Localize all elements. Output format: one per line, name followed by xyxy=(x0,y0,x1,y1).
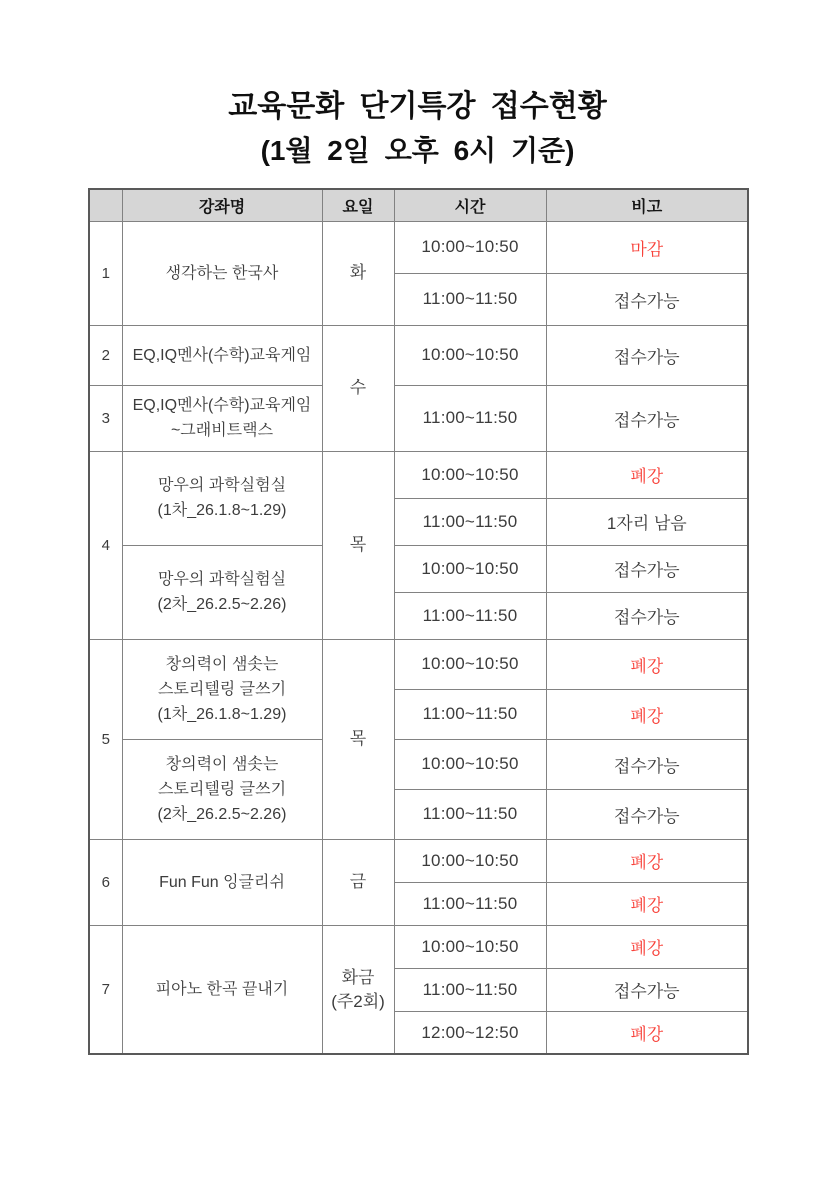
course-name-line: 스토리텔링 글쓰기 xyxy=(157,780,287,798)
table-row xyxy=(89,451,748,498)
row-number-cell: 7 xyxy=(89,925,122,1054)
day-cell xyxy=(322,451,394,639)
document-title: 교육문화 단기특강 접수현황 xyxy=(228,90,607,123)
course-name-line: 망우의 과학실험실 xyxy=(157,571,287,589)
column-header-time: 시간 xyxy=(394,189,546,222)
day-note-line: (주2회) xyxy=(331,991,385,1011)
column-header-note: 비고 xyxy=(546,189,748,222)
table-row xyxy=(89,739,748,789)
time-cell: 10:00~10:50 xyxy=(394,325,546,385)
day-cell xyxy=(322,325,394,451)
table-row xyxy=(89,839,748,882)
row-number-cell: 2 xyxy=(89,325,122,385)
time-cell: 10:00~10:50 xyxy=(394,639,546,689)
status-cell: 폐강 xyxy=(546,451,748,498)
table-row xyxy=(89,925,748,968)
status-cell: 폐강 xyxy=(546,882,748,925)
time-cell: 11:00~11:50 xyxy=(394,689,546,739)
row-number-cell: 3 xyxy=(89,385,122,451)
day-line: 화금 xyxy=(341,967,375,987)
status-cell: 접수가능 xyxy=(546,739,748,789)
column-header-day: 요일 xyxy=(322,189,394,222)
status-cell: 폐강 xyxy=(546,839,748,882)
time-cell: 10:00~10:50 xyxy=(394,451,546,498)
course-name-cell xyxy=(122,839,322,925)
registration-status-table xyxy=(88,188,749,1056)
course-name-line: 창의력이 샘솟는 xyxy=(165,655,279,673)
course-name-line: Fun Fun 잉글리쉬 xyxy=(159,873,285,891)
day-line: 금 xyxy=(349,872,367,892)
course-name-cell xyxy=(122,739,322,839)
day-line: 목 xyxy=(349,729,367,749)
status-cell: 접수가능 xyxy=(546,592,748,639)
row-number-cell: 5 xyxy=(89,639,122,839)
time-cell: 10:00~10:50 xyxy=(394,839,546,882)
time-cell: 10:00~10:50 xyxy=(394,221,546,273)
course-name-line: 창의력이 샘솟는 xyxy=(165,755,279,773)
day-line: 수 xyxy=(349,378,367,398)
status-cell: 폐강 xyxy=(546,639,748,689)
time-cell: 10:00~10:50 xyxy=(394,739,546,789)
course-name-cell xyxy=(122,325,322,385)
course-name-line: (1차_26.1.8~1.29) xyxy=(157,705,287,723)
time-cell: 10:00~10:50 xyxy=(394,545,546,592)
course-name-line: 스토리텔링 글쓰기 xyxy=(157,680,287,698)
course-name-line: (2차_26.2.5~2.26) xyxy=(157,805,287,823)
day-cell xyxy=(322,639,394,839)
status-cell: 접수가능 xyxy=(546,789,748,839)
course-name-line: EQ,IQ멘사(수학)교육게임 xyxy=(132,397,312,415)
row-number-cell: 6 xyxy=(89,839,122,925)
column-header-course: 강좌명 xyxy=(122,189,322,222)
table-row xyxy=(89,639,748,689)
time-cell: 11:00~11:50 xyxy=(394,789,546,839)
course-name-cell xyxy=(122,925,322,1054)
time-cell: 11:00~11:50 xyxy=(394,882,546,925)
status-cell: 마감 xyxy=(546,221,748,273)
time-cell: 11:00~11:50 xyxy=(394,968,546,1011)
table-row xyxy=(89,545,748,592)
course-name-line: (1차_26.1.8~1.29) xyxy=(157,502,287,520)
day-cell xyxy=(322,221,394,325)
status-cell: 접수가능 xyxy=(546,273,748,325)
course-name-line: 망우의 과학실험실 xyxy=(157,477,287,495)
table-row xyxy=(89,325,748,385)
status-cell: 접수가능 xyxy=(546,545,748,592)
course-name-line: ~그래비트랙스 xyxy=(170,422,274,440)
time-cell: 11:00~11:50 xyxy=(394,273,546,325)
course-name-line: EQ,IQ멘사(수학)교육게임 xyxy=(132,346,312,364)
time-cell: 11:00~11:50 xyxy=(394,498,546,545)
course-name-line: 피아노 한곡 끝내기 xyxy=(155,981,289,999)
column-header-number xyxy=(89,189,122,222)
course-name-cell xyxy=(122,545,322,639)
course-name-line: (2차_26.2.5~2.26) xyxy=(157,596,287,614)
course-name-cell xyxy=(122,451,322,545)
time-cell: 12:00~12:50 xyxy=(394,1011,546,1054)
course-name-line: 생각하는 한국사 xyxy=(165,264,279,282)
time-cell: 11:00~11:50 xyxy=(394,385,546,451)
row-number-cell: 4 xyxy=(89,451,122,639)
table-header-row xyxy=(89,189,748,222)
status-cell: 1자리 남음 xyxy=(546,498,748,545)
day-line: 화 xyxy=(349,263,367,283)
status-cell: 폐강 xyxy=(546,1011,748,1054)
status-cell: 접수가능 xyxy=(546,385,748,451)
day-line: 목 xyxy=(349,535,367,555)
document-subtitle: (1월 2일 오후 6시 기준) xyxy=(260,135,575,166)
status-cell: 폐강 xyxy=(546,689,748,739)
time-cell: 10:00~10:50 xyxy=(394,925,546,968)
table-row xyxy=(89,221,748,273)
status-cell: 접수가능 xyxy=(546,325,748,385)
day-cell xyxy=(322,925,394,1054)
status-cell: 접수가능 xyxy=(546,968,748,1011)
day-cell xyxy=(322,839,394,925)
course-name-cell xyxy=(122,385,322,451)
time-cell: 11:00~11:50 xyxy=(394,592,546,639)
table-row xyxy=(89,385,748,451)
course-name-cell xyxy=(122,639,322,739)
course-name-cell xyxy=(122,221,322,325)
row-number-cell: 1 xyxy=(89,221,122,325)
status-cell: 폐강 xyxy=(546,925,748,968)
